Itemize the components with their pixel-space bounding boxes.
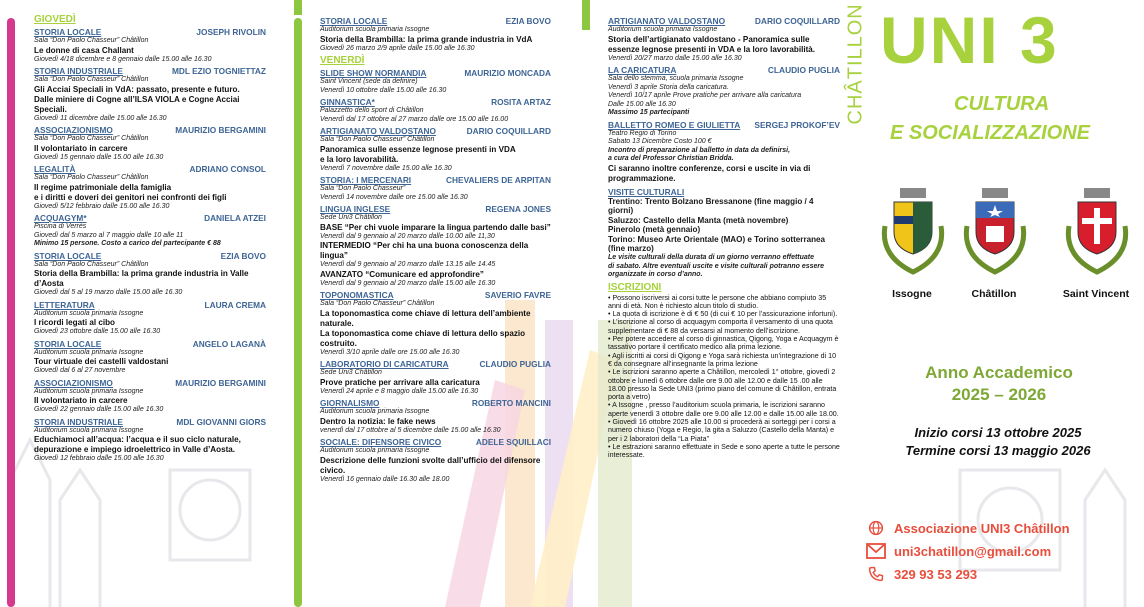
- iscrizioni-item: • La quota di iscrizione è di € 50 (di cui € 10 per l’assicurazione infortuni).: [608, 310, 838, 319]
- course-title: LA CARICATURA: [608, 65, 677, 75]
- course-venue: Sala “Don Paolo Chasseur” Châtillon: [320, 300, 435, 307]
- visite-line: Pinerolo (metà gennaio): [608, 225, 701, 235]
- course-title: STORIA LOCALE: [34, 27, 102, 37]
- course-description: naturale.: [320, 318, 354, 328]
- association-name: Associazione UNI3 Châtillon: [894, 520, 1070, 536]
- course-list: [320, 68, 551, 484]
- course-dates: Giovedì dal 5 marzo al 7 maggio dalle 10 alle 11: [34, 231, 184, 239]
- course-description: essenze legnose presenti in VDA e la loro lavorabilità.: [608, 44, 816, 54]
- contact-email[interactable]: [866, 543, 1051, 559]
- course-header: [34, 213, 266, 223]
- socializzazione-text: E SOCIALIZZAZIONE: [890, 122, 1090, 144]
- envelope-icon: [866, 543, 886, 559]
- chatillon-crest-icon: [962, 186, 1028, 276]
- course-entry: [34, 339, 266, 376]
- course-dates: Venerdì 24 aprile e 8 maggio dalle 15.00 alle 16.30: [320, 387, 479, 395]
- town-saint-vincent: Saint Vincent: [1062, 288, 1130, 300]
- course-description: Storia dell’artigianato valdostano - Panoramica sulle: [608, 34, 810, 44]
- course-venue: Sala “Don Paolo Chasseur”: [320, 185, 406, 192]
- course-entry: [34, 164, 266, 211]
- town-issogne: Issogne: [892, 288, 932, 300]
- course-venue: Auditorium scuola primaria Issogne: [320, 447, 430, 454]
- course-venue: Saint Vincent (sede da definire): [320, 78, 418, 85]
- brand-panel: [838, 0, 1144, 607]
- course-dates: Giovedì 22 gennaio dalle 15.00 alle 16.30: [34, 406, 164, 413]
- course-entry: [320, 204, 551, 288]
- course-venue: Sala “Don Paolo Chasseur” Châtillon: [320, 136, 435, 143]
- course-dates: Giovedì dal 6 al 27 novembre: [34, 367, 126, 374]
- course-header: [608, 120, 840, 130]
- course-dates: venerdì dal 17 ottobre al 5 dicembre dalle 15.00 alle 16.30: [320, 426, 501, 434]
- course-entry: [320, 359, 551, 396]
- course-venue: Auditorium scuola primaria Issogne: [34, 309, 144, 317]
- issogne-crest-icon: [880, 186, 946, 276]
- anno-accademico: [886, 362, 1112, 406]
- course-entry: [34, 251, 266, 298]
- course-list-top: [320, 16, 551, 53]
- visite-culturali: [608, 187, 840, 280]
- visite-note: organizzate in corso d’anno.: [608, 271, 703, 279]
- course-description: Storia della Brambilla: la prima grande industria in VdA: [320, 34, 533, 44]
- course-title: ARTIGIANATO VALDOSTANO: [320, 126, 436, 136]
- course-venue: Sala “Don Paolo Chasseur” Châtillon: [34, 174, 149, 181]
- course-dates: Minimo 15 persone. Costo a carico del partecipante € 88: [34, 240, 221, 247]
- column-giovedi: [34, 14, 266, 466]
- course-venue: Auditorium scuola primaria Issogne: [320, 408, 430, 415]
- course-header: [34, 27, 266, 37]
- course-venue: Sala “Don Paolo Chasseur” Châtillon: [34, 135, 149, 142]
- course-header: [320, 97, 551, 107]
- inizio-corsi: Inizio corsi 13 ottobre 2025: [914, 425, 1082, 440]
- course-dates: Venerdì 16 gennaio dalle 16.30 alle 18.00: [320, 475, 450, 483]
- course-header: [320, 126, 551, 136]
- contact-phone[interactable]: [866, 566, 977, 582]
- course-teacher: DARIO COQUILLARD: [754, 16, 840, 26]
- course-entry: [320, 68, 551, 95]
- course-description: Panoramica sulle essenze legnose presenti in VDA: [320, 144, 516, 154]
- course-description: costruito.: [320, 338, 357, 348]
- course-description: Descrizione delle funzioni svolte dall’ufficio del difensore: [320, 455, 541, 465]
- course-dates: a cura del Professor Christian Bridda.: [608, 155, 734, 162]
- course-dates: Giovedì 4/18 dicembre e 8 gennaio dalle 15.00 alle 16.30: [34, 55, 212, 63]
- course-dates: Venerdì 10/17 aprile Prove pratiche per arrivare alla caricatura: [608, 92, 802, 99]
- course-entry: [320, 398, 551, 435]
- course-teacher: ADRIANO CONSOL: [189, 164, 266, 174]
- course-venue: Sala “Don Paolo Chasseur” Châtillon: [34, 260, 149, 268]
- iscrizioni-item: • Agli iscritti ai corsi di Qigong e Yoga sarà richiesta un’integrazione di 10 € da consegnare all’insegnante la prima lezione: [608, 351, 837, 368]
- course-list: [608, 16, 840, 184]
- course-dates: Giovedì 12 febbraio dalle 15.00 alle 16.30: [34, 455, 164, 462]
- course-venue: Sede Uni3 Châtillon: [320, 369, 382, 376]
- course-teacher: CLAUDIO PUGLIA: [479, 359, 551, 369]
- course-entry: [34, 300, 266, 337]
- course-title: LINGUA INGLESE: [320, 204, 391, 214]
- visite-line: (fine marzo): [608, 244, 654, 254]
- course-description: depurazione e impiego idroelettrico in Valle d’Aosta.: [34, 445, 236, 454]
- course-header: [608, 16, 840, 26]
- course-dates: Venerdì dal 9 gennaio al 20 marzo dalle 15.00 alle 16.30: [320, 279, 496, 287]
- email-link[interactable]: uni3chatillon@gmail.com: [894, 543, 1052, 559]
- course-venue: Piscina di Verrès: [34, 223, 87, 230]
- course-venue: Sala “Don Paolo Chasseur” Châtillon: [34, 37, 149, 44]
- course-title: ARTIGIANATO VALDOSTANO: [608, 16, 726, 26]
- course-header: [34, 339, 266, 349]
- course-description: Ci saranno inoltre conferenze, corsi e uscite in via di: [608, 163, 811, 173]
- course-description: Dalle miniere di Cogne all’ILSA VIOLA e Cogne Acciai Speciali.: [34, 94, 240, 114]
- course-venue: Auditorium scuola primaria Issogne: [320, 26, 430, 33]
- town-chatillon: Châtillon: [971, 288, 1017, 300]
- course-teacher: DARIO COQUILLARD: [466, 126, 551, 136]
- contact-association: [866, 520, 1070, 536]
- course-entry: [34, 417, 266, 464]
- course-title: GINNASTICA*: [320, 97, 375, 107]
- course-description: Storia della Brambilla: la prima grande industria in Valle: [34, 269, 249, 278]
- course-dates: Giovedì 26 marzo 2/9 aprile dalle 15.00 alle 16.30: [320, 44, 475, 52]
- course-venue: Sede Uni3 Châtillon: [320, 214, 382, 221]
- course-dates: Giovedì dal 5 al 19 marzo dalle 15.00 alle 16.30: [34, 289, 183, 296]
- course-venue: Sala “Don Paolo Chasseur” Châtillon: [34, 76, 149, 83]
- uni3-logo-text: UNI 3: [880, 3, 1059, 77]
- iscrizioni-item: • A Issogne , presso l’auditorium scuola primaria, le iscrizioni saranno aperte venerdì 3 ottobre dalle ore 9.00 alle 12.00 e dalle 15.00 alle 18.00.: [608, 401, 839, 418]
- course-dates: Giovedì 23 ottobre dalle 15.00 alle 16.30: [34, 328, 161, 335]
- course-title: STORIA LOCALE: [34, 338, 102, 349]
- course-teacher: SAVERIO FAVRE: [484, 290, 551, 300]
- course-teacher: ADELE SQUILLACI: [475, 437, 551, 447]
- visite-note: Le visite culturali della durata di un giorno verranno effettuate: [608, 254, 815, 262]
- course-title: ACQUAGYM*: [34, 213, 87, 223]
- course-title: STORIA: I MERCENARI: [320, 175, 412, 185]
- iscrizioni-item: • Le iscrizioni saranno aperte a Châtillon, mercoledì 1° ottobre, giovedì 2 ottobre e lunedì 6 ottobre dalle ore 9.00 alle 12.00 e dalle 15 .00 alle 18.00 presso la Sede UNI3 (primo piano del comune di Châtillon, entrata porta a vetro): [608, 368, 837, 402]
- iscrizioni-item: • Per potere accedere al corso di ginnastica, Qigong, Yoga e Acquagym è tassativo portare il certificato medico alla prima lezione.: [608, 335, 839, 352]
- course-venue: Teatro Regio di Torino: [608, 129, 677, 137]
- course-teacher: EZIA BOVO: [220, 250, 266, 261]
- course-venue: Auditorium scuola primaria Issogne: [34, 426, 144, 434]
- course-description: AVANZATO “Comunicare ed approfondire”: [320, 269, 484, 279]
- visite-line: Torino: Museo Arte Orientale (MAO) e Torino sotterranea: [608, 234, 826, 244]
- course-teacher: JOSEPH RIVOLIN: [196, 27, 266, 37]
- saint-vincent-crest-icon: [1064, 186, 1130, 276]
- course-teacher: DANIELA ATZEI: [204, 213, 266, 223]
- course-description: programmazione.: [608, 173, 676, 183]
- course-title: SOCIALE: DIFENSORE CIVICO: [320, 437, 442, 447]
- course-entry: [608, 120, 840, 184]
- course-venue: Auditorium scuola primaria Issogne: [608, 26, 718, 33]
- course-header: [34, 251, 266, 261]
- column-venerdi: [320, 16, 551, 486]
- iscrizioni-item: • L’iscrizione al corso di acquagym comporta il versamento di una quota supplementare di € 88 da versarsi al momento dell’iscrizione.: [608, 318, 833, 335]
- course-teacher: MAURIZIO BERGAMINI: [175, 377, 266, 388]
- course-venue: Palazzetto dello sport di Châtillon: [320, 107, 424, 114]
- course-title: SLIDE SHOW NORMANDIA: [320, 68, 427, 78]
- course-entry: [320, 437, 551, 484]
- chatillon-vertical-label: [841, 3, 867, 125]
- course-title: STORIA INDUSTRIALE: [34, 416, 123, 427]
- course-header: [320, 16, 551, 26]
- course-header: [320, 290, 551, 300]
- course-entry: [320, 16, 551, 53]
- course-entry: [34, 66, 266, 123]
- course-venue: Auditorium scuola primaria Issogne: [34, 387, 144, 395]
- course-teacher: MDL GIOVANNI GIORS: [176, 416, 266, 427]
- phone-icon: [866, 566, 886, 582]
- course-teacher: CHEVALIERS DE ARPITAN: [446, 175, 551, 185]
- termine-corsi: Termine corsi 13 maggio 2026: [905, 443, 1091, 458]
- phone-number[interactable]: 329 93 53 293: [894, 566, 978, 582]
- course-title: BALLETTO ROMEO E GIULIETTA: [608, 119, 741, 130]
- course-description: civico.: [320, 465, 346, 475]
- course-description: Le donne di casa Challant: [34, 45, 134, 55]
- course-description: I ricordi legati al cibo: [34, 318, 115, 327]
- course-header: [34, 66, 266, 76]
- column-venerdi-2: [608, 16, 840, 462]
- course-entry: [320, 97, 551, 124]
- course-title: TOPONOMASTICA: [320, 290, 394, 300]
- iscrizioni-item: • Le estrazioni saranno effettuate in Sede e sono aperte a tutte le persone interessate.: [608, 442, 840, 460]
- course-description: e i diritti e doveri dei genitori nei confronti dei figli: [34, 192, 227, 202]
- course-header: [320, 437, 551, 447]
- course-entry: [608, 16, 840, 63]
- course-title: STORIA LOCALE: [320, 16, 388, 26]
- course-teacher: ANGELO LAGANÀ: [192, 338, 266, 349]
- course-teacher: ROBERTO MANCINI: [471, 398, 551, 408]
- course-title: GIORNALISMO: [320, 398, 380, 408]
- course-description: Tour virtuale dei castelli valdostani: [34, 357, 169, 366]
- course-teacher: CLAUDIO PUGLIA: [767, 65, 840, 75]
- day-heading-giovedi: GIOVEDÌ: [34, 14, 76, 25]
- visite-note: di sabato. Altre eventuali uscite e visite culturali potranno essere: [608, 262, 825, 270]
- chatillon-text: CHÂTILLON: [844, 3, 867, 125]
- course-header: [608, 65, 840, 75]
- course-entry: [320, 290, 551, 357]
- course-header: [320, 359, 551, 369]
- course-description: Gli Acciai Speciali in VdA: passato, presente e futuro.: [34, 84, 240, 94]
- day-heading-venerdi: VENERDÌ: [320, 55, 365, 66]
- course-description: La toponomastica come chiave di lettura dello spazio: [320, 328, 526, 338]
- course-description: Educhiamoci all’acqua: l’acqua e il suo ciclo naturale,: [34, 435, 241, 444]
- visite-line: Saluzzo: Castello della Manta (metà novembre): [608, 215, 789, 225]
- course-header: [320, 204, 551, 214]
- course-title: LETTERATURA: [34, 299, 95, 310]
- course-description: Il volontariato in carcere: [34, 396, 128, 405]
- course-title: STORIA LOCALE: [34, 250, 102, 261]
- course-description: BASE “Per chi vuole imparare la lingua partendo dalle basi”: [320, 222, 551, 232]
- iscrizioni-list: [608, 294, 840, 460]
- course-list: [34, 27, 266, 464]
- course-dates: Giovedì 15 gennaio dalle 15.00 alle 16.30: [34, 153, 164, 161]
- course-dates: Dalle 15.00 alle 16.30: [608, 100, 676, 108]
- course-dates: Giovedì 5/12 febbraio dalle 15.00 alle 16.30: [34, 202, 170, 210]
- visite-title: VISITE CULTURALI: [608, 186, 685, 197]
- course-title: LEGALITÀ: [34, 164, 76, 174]
- course-header: [320, 398, 551, 408]
- visite-list: [608, 197, 840, 280]
- course-title: ASSOCIAZIONISMO: [34, 377, 113, 388]
- course-teacher: EZIA BOVO: [505, 16, 551, 26]
- course-header: [34, 164, 266, 174]
- course-dates: Incontro di preparazione al balletto in data da definirsi,: [608, 146, 791, 154]
- course-header: [34, 300, 266, 310]
- course-description: INTERMEDIO “Per chi ha una buona conoscenza della lingua”: [320, 241, 529, 260]
- course-teacher: MDL EZIO TOGNIETTAZ: [171, 66, 266, 76]
- course-teacher: MAURIZIO MONCADA: [464, 68, 551, 78]
- course-header: [320, 68, 551, 78]
- course-teacher: MAURIZIO BERGAMINI: [175, 125, 266, 135]
- course-dates: Venerdì 7 novembre dalle 15.00 alle 16.30: [320, 164, 452, 172]
- iscrizioni-title: ISCRIZIONI: [608, 281, 662, 293]
- course-header: [34, 125, 266, 135]
- iscrizioni-item: • Giovedì 16 ottobre 2025 alle 10.00 si procederà ai sorteggi per i corsi a numero chiuso (Yoga e Regio, la gita a Saluzzo (Castello della Manta) e per i 2 laboratori della “La Piata”: [608, 418, 836, 443]
- cultura-text: CULTURA: [954, 93, 1050, 115]
- course-teacher: SERGEJ PROKOF’EV: [754, 119, 840, 130]
- course-entry: [320, 126, 551, 173]
- iscrizioni-item: • Possono iscriversi ai corsi tutte le persone che abbiano compiuto 35 anni di età. Non è richiesto alcun titolo di studio.: [608, 293, 827, 310]
- course-dates: Venerdì 10 ottobre dalle 15.00 alle 16.30: [320, 86, 447, 94]
- course-header: [34, 378, 266, 388]
- course-dates: Venerdì 20/27 marzo dalle 15.00 alle 16.30: [608, 54, 742, 62]
- course-dates: [878, 424, 1118, 460]
- course-description: Il regime patrimoniale della famiglia: [34, 182, 172, 192]
- course-teacher: REGENA JONES: [485, 204, 551, 214]
- course-description: d’Aosta: [34, 279, 64, 288]
- course-teacher: LAURA CREMA: [204, 299, 266, 310]
- course-dates: Venerdì 3 aprile Storia della caricatura.: [608, 83, 729, 91]
- course-entry: [320, 175, 551, 202]
- course-header: [320, 175, 551, 185]
- course-description: e la loro lavorabilità.: [320, 154, 399, 164]
- course-dates: Venerdì 3/10 aprile dalle ore 15.00 alle 16.30: [320, 348, 460, 356]
- course-description: La toponomastica come chiave di lettura dell’ambiente: [320, 308, 531, 318]
- course-description: Il volontariato in carcere: [34, 143, 128, 153]
- course-dates: Sabato 13 Dicembre Costo 100 €: [608, 138, 712, 145]
- iscrizioni-section: [608, 282, 840, 460]
- course-dates: Venerdì 14 novembre dalle ore 15.00 alle 16.30: [320, 193, 468, 201]
- course-dates: Venerdì dal 9 gennaio al 20 marzo dalle 10.00 alle 11,30: [320, 232, 495, 240]
- course-entry: [608, 65, 840, 118]
- course-entry: [34, 213, 266, 249]
- course-venue: Sala dello stemma, scuola primaria Issogne: [608, 75, 744, 82]
- course-dates: Giovedì 11 dicembre dalle 15.00 alle 16.30: [34, 114, 167, 122]
- course-entry: [34, 125, 266, 162]
- course-description: Dentro la notizia: le fake news: [320, 416, 436, 426]
- course-entry: [34, 27, 266, 64]
- course-entry: [34, 378, 266, 415]
- course-dates: Venerdì dal 9 gennaio al 20 marzo dalle 13.15 alle 14.45: [320, 261, 496, 268]
- course-title: LABORATORIO DI CARICATURA: [320, 359, 449, 369]
- course-header: [34, 417, 266, 427]
- anno-years: 2025 – 2026: [951, 385, 1047, 404]
- course-dates: Massimo 15 partecipanti: [608, 109, 690, 116]
- course-title: ASSOCIAZIONISMO: [34, 125, 113, 135]
- course-description: Prove pratiche per arrivare alla caricatura: [320, 377, 480, 387]
- visite-line: Trentino: Trento Bolzano Bressanone (fine maggio / 4 giorni): [608, 196, 814, 216]
- course-venue: Auditorium scuola primaria Issogne: [34, 348, 144, 356]
- globe-icon: [866, 520, 886, 536]
- course-dates: Venerdì dal 17 ottobre al 27 marzo dalle ore 15.00 alle 16.00: [320, 115, 509, 123]
- course-teacher: ROSITA ARTAZ: [491, 97, 551, 107]
- anno-label: Anno Accademico: [925, 363, 1073, 382]
- course-title: STORIA INDUSTRIALE: [34, 66, 123, 76]
